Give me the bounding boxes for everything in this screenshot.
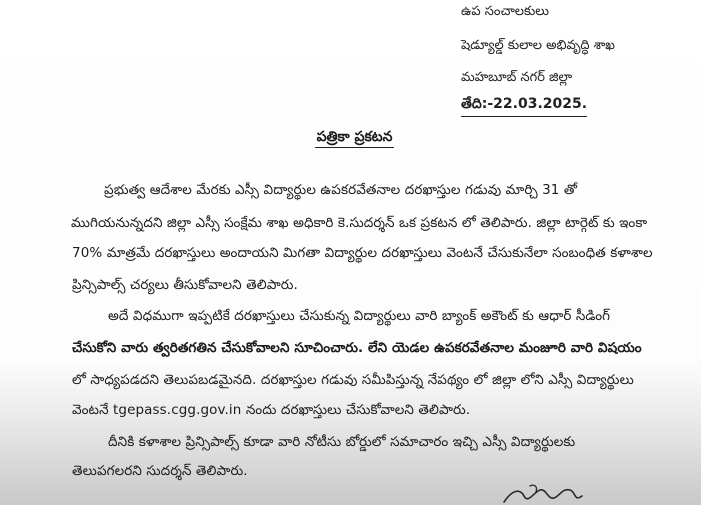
district-name: మహబూబ్ నగర్ జిల్లా <box>461 70 573 85</box>
body-line: చేసుకోని వారు త్వరితగతిన చేసుకోవాలని సూచించారు. లేని యెడల ఉపకరవేతనాల మంజూరి వారి విషయం <box>72 340 642 356</box>
body-line: వెంటనే tgepass.cgg.gov.in నందు దరఖాస్తులు చేసుకోవాలని తెలిపారు. <box>72 402 471 418</box>
body-line: ముగియనున్నదని జిల్లా ఎస్సీ సంక్షేమ శాఖ అధికారి కె.సుదర్శన్ ఒక ప్రకటన లో తెలిపారు. జిల్లా టార్గెట్ కు ఇంకా <box>71 215 648 231</box>
body-line: అదే విధముగా ఇప్పటికే దరఖాస్తులు చేసుకున్న విద్యార్థులు వారి బ్యాంక్ అకౌంట్ కు ఆధార్ సీడింగ్ <box>108 308 611 324</box>
body-line: తెలుపగలరని సుదర్శన్ తెలిపారు. <box>72 463 248 479</box>
body-line: ప్రభుత్వ ఆదేశాల మేరకు ఎస్సీ విద్యార్థుల ఉపకరవేతనాల దరఖాస్తుల గడువు మార్చి 31 తో <box>104 182 578 198</box>
office-designation: ఉప సంచాలకులు <box>461 4 550 19</box>
document-title: పత్రికా ప్రకటన <box>315 129 395 148</box>
body-line: దీనికి కళాశాల ప్రిన్సిపాల్స్ కూడా వారి నోటీసు బోర్డులో సమాచారం ఇచ్చి ఎస్సీ విద్యార్థులకు <box>108 434 576 450</box>
document-title-wrapper <box>0 129 701 148</box>
handwritten-signature <box>500 482 590 505</box>
body-line: లో సాధ్యపడదని తెలుపబడమైనది. దరఖాస్తుల గడువు సమీపిస్తున్న నేపథ్యం లో జిల్లా లోని ఎస్సీ విద్యార్థులు <box>72 372 634 388</box>
document-date: తేది:-22.03.2025. <box>461 96 587 117</box>
body-line: 70% మాత్రమే దరఖాస్తులు అందాయని మిగతా విద్యార్థుల దరఖాస్తులు వెంటనే చేసుకునేలా సంబంధిత కళాశాల <box>72 245 653 261</box>
body-line: ప్రిన్సిపాల్స్ చర్యలు తీసుకోవాలని తెలిపారు. <box>72 277 298 293</box>
department-name: షెడ్యూల్డ్ కులాల అభివృద్ధి శాఖ <box>461 38 615 53</box>
